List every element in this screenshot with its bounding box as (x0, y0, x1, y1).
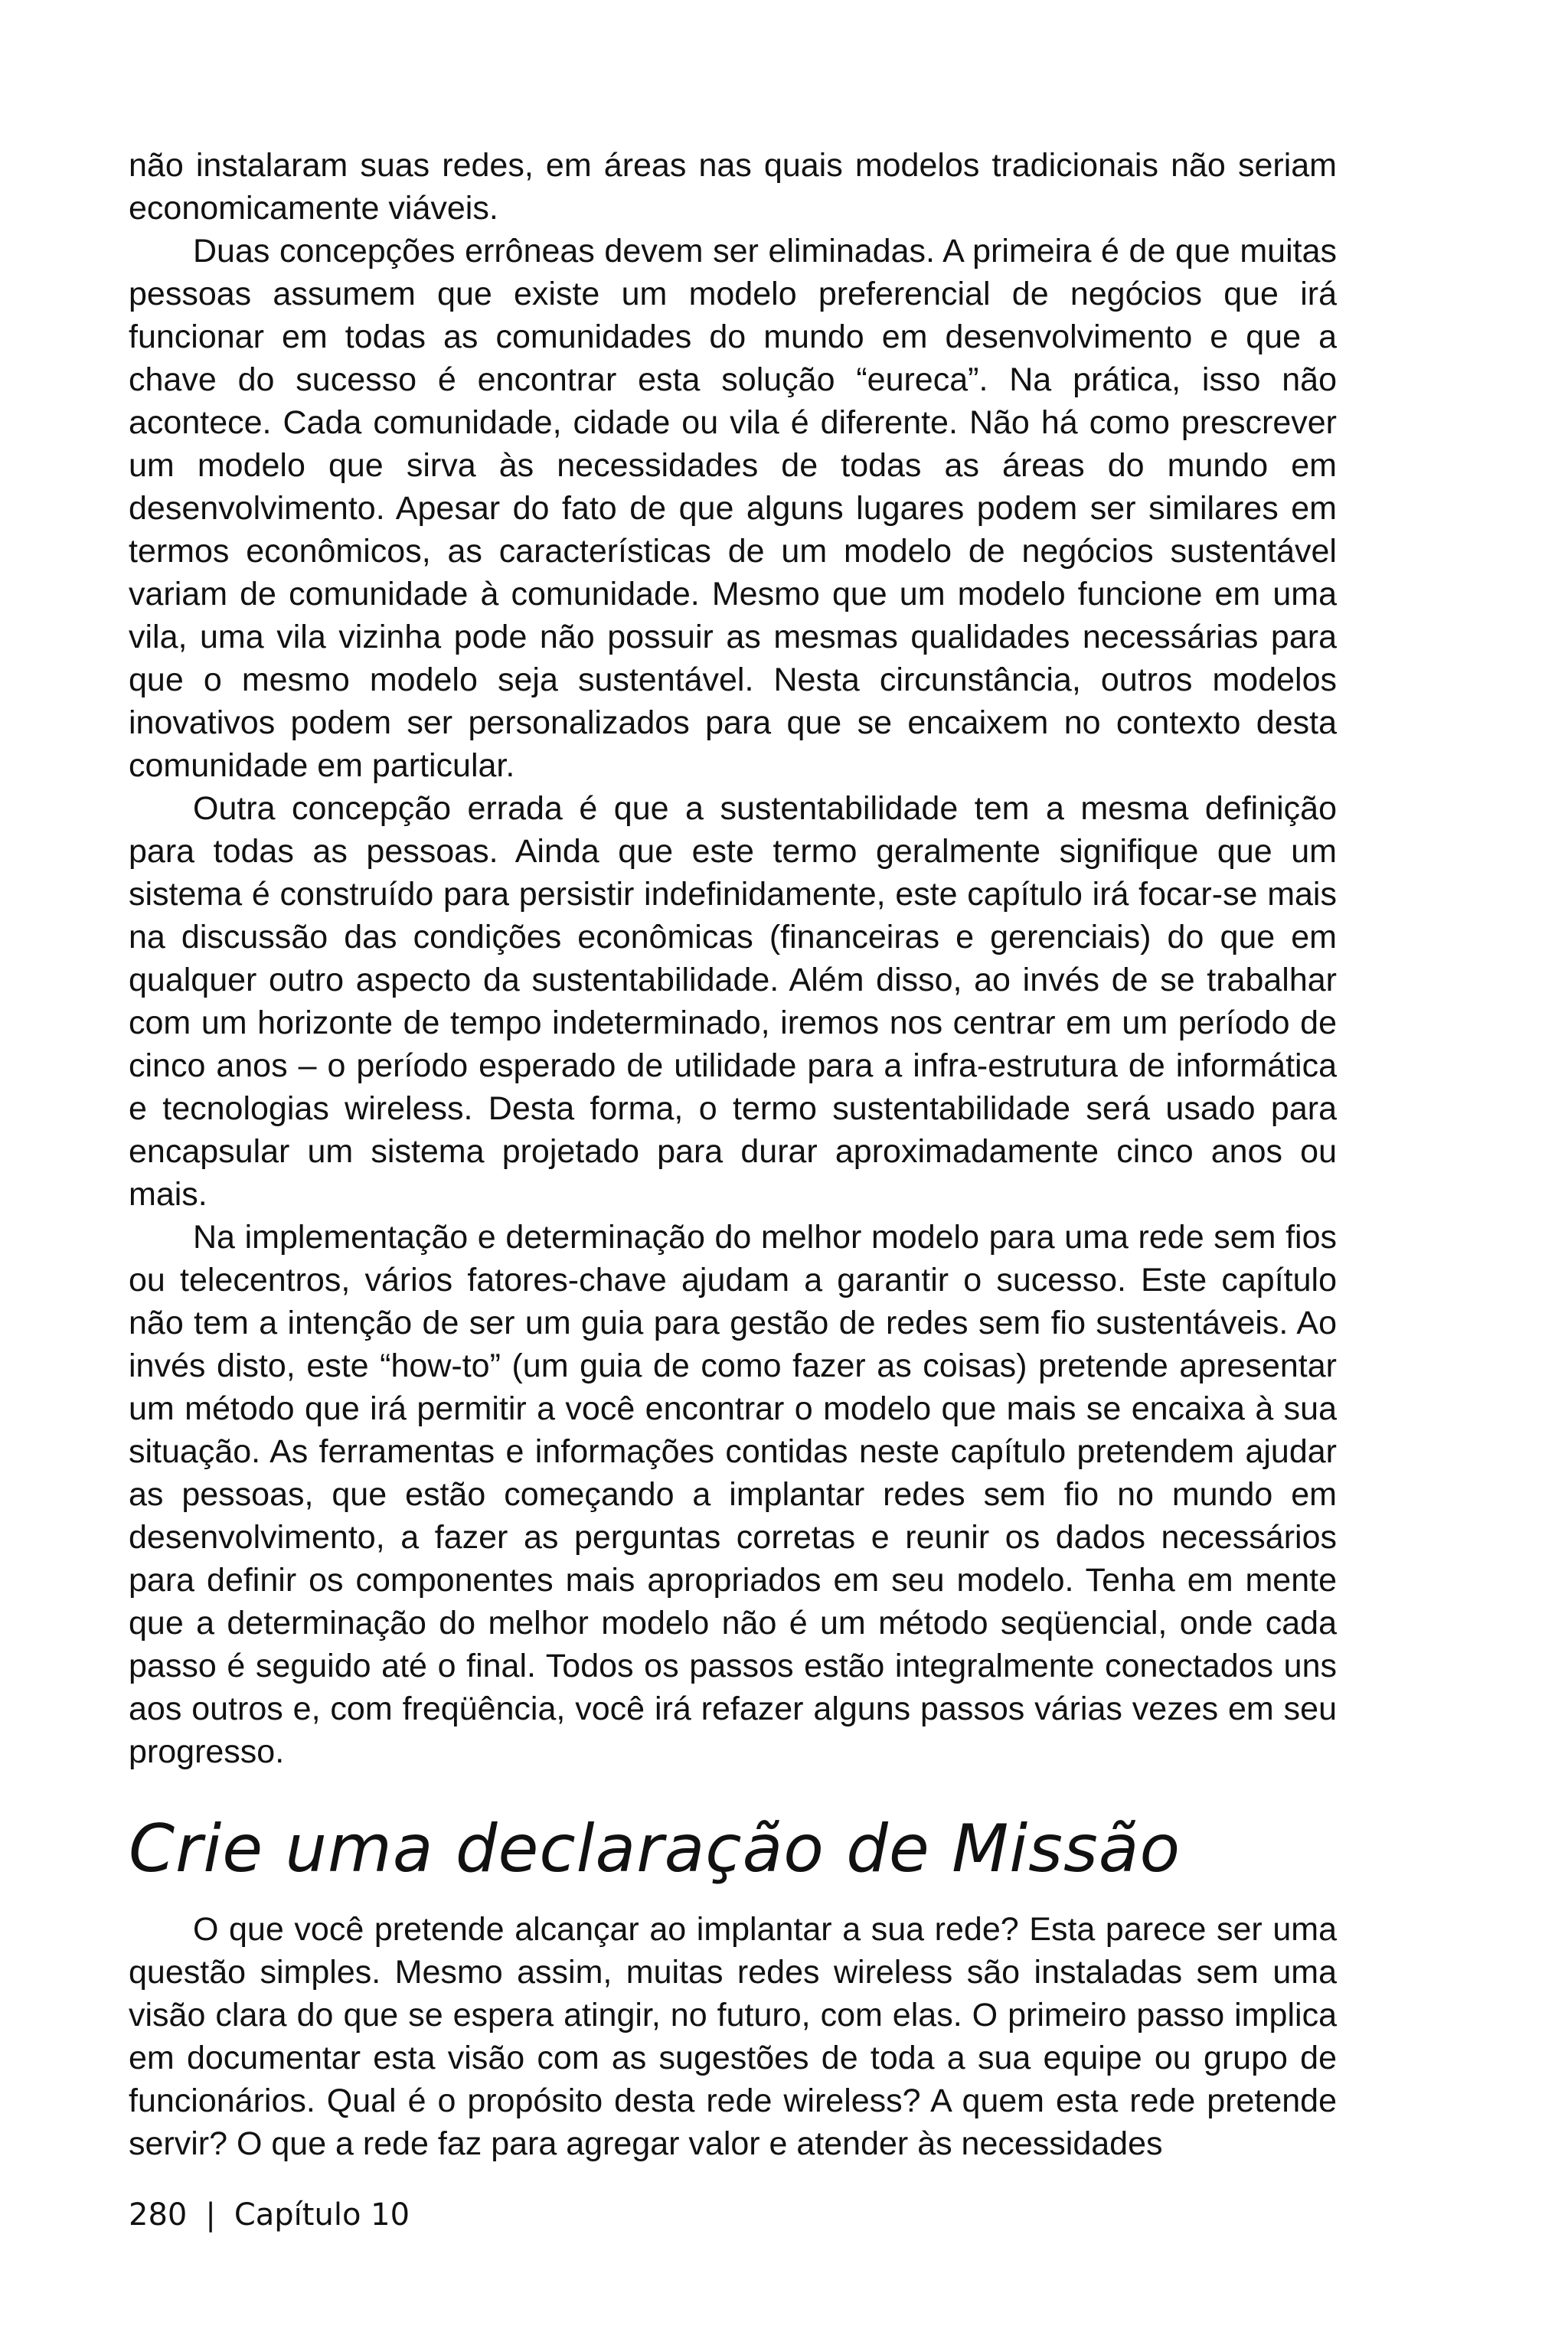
paragraph-mission: O que você pretende alcançar ao implantar a sua rede? Esta parece ser uma questão simples. Mesmo assim, muitas redes wireless são instaladas sem uma visão clara do que se espera atingir, no futuro, com elas. O primeiro passo implica em documentar esta visão com as sugestões de toda a sua equipe ou grupo de funcionários. Qual é o propósito desta rede wireless? A quem esta rede pretende servir? O que a rede faz para agregar valor e atender às necessidades (129, 1911, 1337, 2162)
body-text-top (129, 144, 1337, 1773)
page-number: 280 (129, 2197, 188, 2233)
paragraph-sustainability-definition: Outra concepção errada é que a sustentabilidade tem a mesma definição para todas as pessoas. Ainda que este termo geralmente signifique que um sistema é construído para persistir indefinidamente, este capítulo irá focar-se mais na discussão das condições econômicas (financeiras e gerenciais) do que em qualquer outro aspecto da sustentabilidade. Além disso, ao invés de se trabalhar com um horizonte de tempo indeterminado, iremos nos centrar em um período de cinco anos – o período esperado de utilidade para a infra-estrutura de informática e tecnologias wireless. Desta forma, o termo sustentabilidade será usado para encapsular um sistema projetado para durar aproximadamente cinco anos ou mais. (129, 790, 1337, 1213)
paragraph-misconceptions: Duas concepções errôneas devem ser eliminadas. A primeira é de que muitas pessoas assumem que existe um modelo preferencial de negócios que irá funcionar em todas as comunidades do mundo em desenvolvimento e que a chave do sucesso é encontrar esta solução “eureca”. Na prática, isso não acontece. Cada comunidade, cidade ou vila é diferente. Não há como prescrever um modelo que sirva às necessidades de todas as áreas do mundo em desenvolvimento. Apesar do fato de que alguns lugares podem ser similares em termos econômicos, as características de um modelo de negócios sustentável variam de comunidade à comunidade. Mesmo que um modelo funcione em uma vila, uma vila vizinha pode não possuir as mesmas qualidades necessárias para que o mesmo modelo seja sustentável. Nesta circunstância, outros modelos inovativos podem ser personalizados para que se encaixem no contexto desta comunidade em particular. (129, 233, 1337, 784)
body-text-bottom (129, 1908, 1337, 2165)
section-heading: Crie uma declaração de Missão (129, 1811, 1181, 1887)
page-footer (129, 2194, 410, 2236)
paragraph-implementation: Na implementação e determinação do melhor modelo para uma rede sem fios ou telecentros, vários fatores-chave ajudam a garantir o sucesso. Este capítulo não tem a intenção de ser um guia para gestão de redes sem fio sustentáveis. Ao invés disto, este “how-to” (um guia de como fazer as coisas) pretende apresentar um método que irá permitir a você encontrar o modelo que mais se encaixa à sua situação. As ferramentas e informações contidas neste capítulo pretendem ajudar as pessoas, que estão começando a implantar redes sem fio no mundo em desenvolvimento, a fazer as perguntas corretas e reunir os dados necessários para definir os componentes mais apropriados em seu modelo. Tenha em mente que a determinação do melhor modelo não é um método seqüencial, onde cada passo é seguido até o final. Todos os passos estão integralmente conectados uns aos outros e, com freqüência, você irá refazer alguns passos várias vezes em seu progresso. (129, 1219, 1337, 1770)
chapter-label: Capítulo 10 (234, 2197, 410, 2233)
paragraph-continuation: não instalaram suas redes, em áreas nas quais modelos tradicionais não seriam economicamente viáveis. (129, 147, 1337, 227)
footer-separator: | (205, 2197, 216, 2233)
